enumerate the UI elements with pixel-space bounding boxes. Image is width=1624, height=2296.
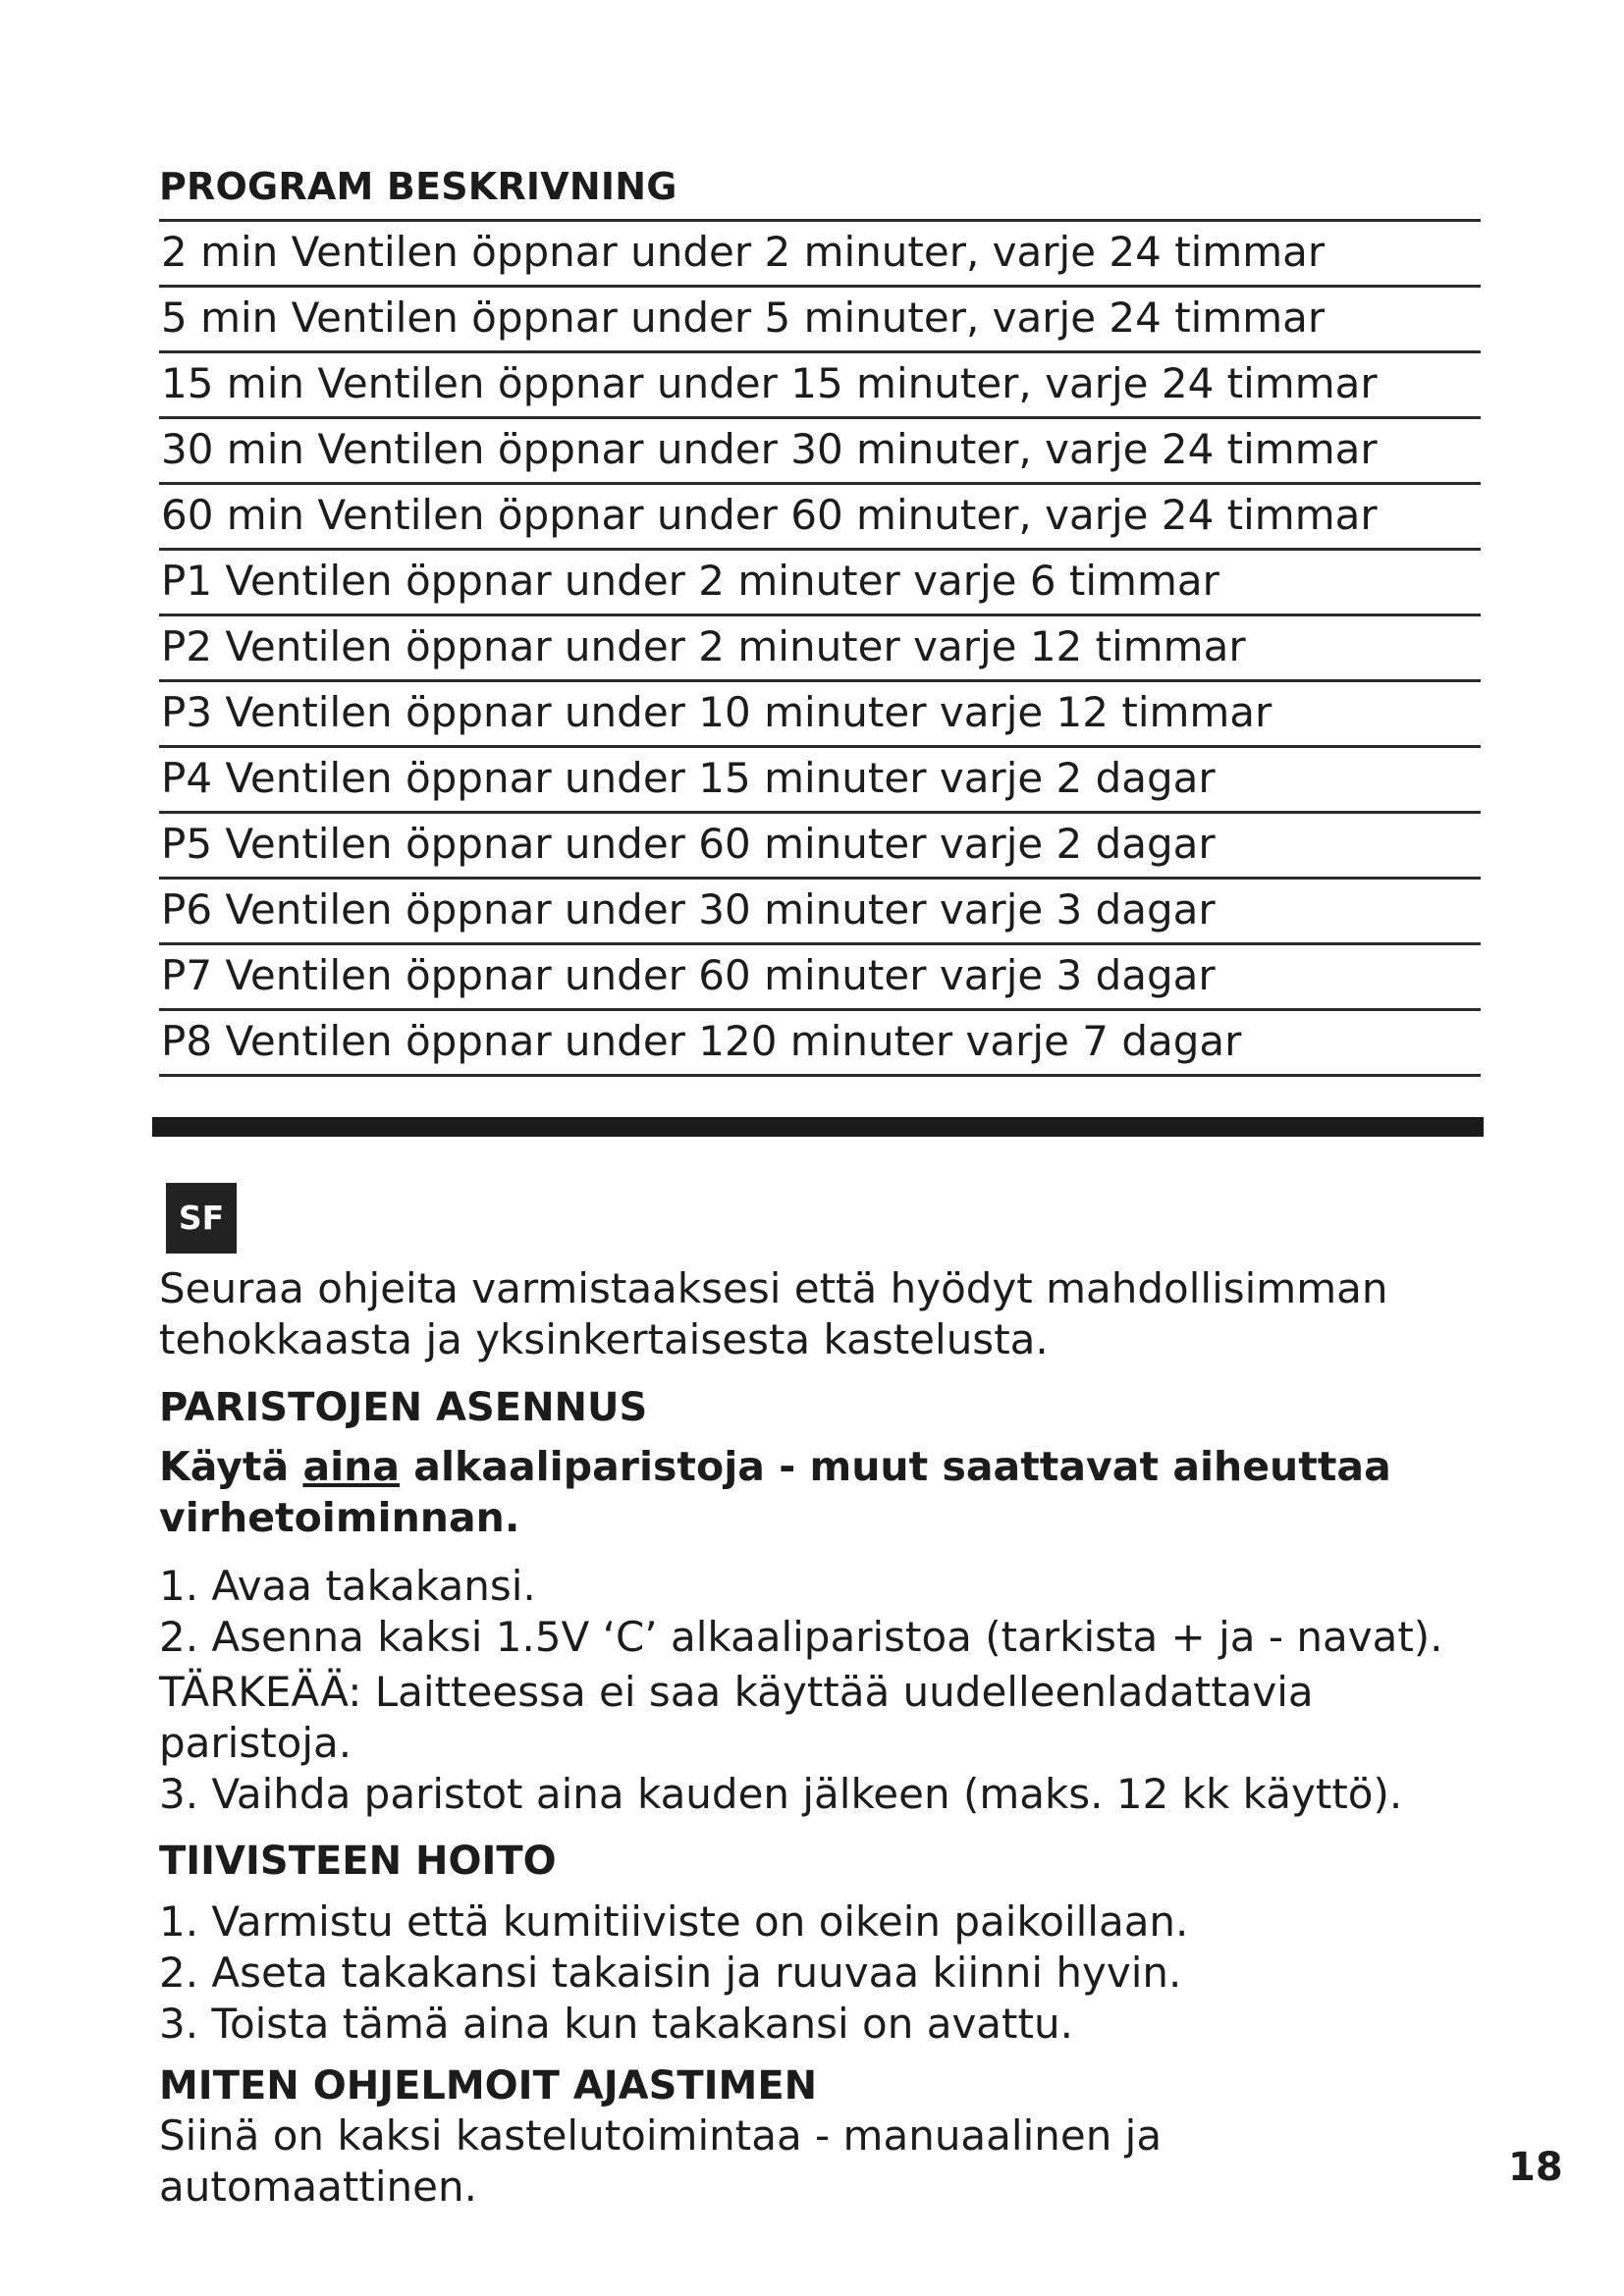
program-row: P8 Ventilen öppnar under 120 minuter varje 7 dagar (159, 1008, 1481, 1077)
page-number: 18 (1508, 2145, 1563, 2190)
important-line: TÄRKEÄÄ: Laitteessa ei saa käyttää uudelleenladattavia (159, 1668, 1314, 1716)
seal-steps (159, 1896, 1475, 2050)
seal-heading: TIIVISTEEN HOITO (159, 1839, 557, 1884)
battery-step: 2. Asenna kaksi 1.5V ‘C’ alkaaliparistoa (tarkista + ja - navat). (159, 1613, 1443, 1661)
battery-important (159, 1667, 1475, 1820)
warning-text: alkaaliparistoja - muut saattavat aiheuttaa (400, 1443, 1391, 1490)
intro-line: tehokkaasta ja yksinkertaisesta kastelusta. (159, 1315, 1049, 1363)
intro-paragraph (159, 1263, 1475, 1365)
program-row: P4 Ventilen öppnar under 15 minuter varje 2 dagar (159, 745, 1481, 811)
program-row: P1 Ventilen öppnar under 2 minuter varje 6 timmar (159, 548, 1481, 614)
battery-warning-line: virhetoiminnan. (159, 1494, 520, 1541)
program-row: P5 Ventilen öppnar under 60 minuter varje 2 dagar (159, 811, 1481, 877)
program-row: 30 min Ventilen öppnar under 30 minuter, varje 24 timmar (159, 416, 1481, 482)
program-row: P2 Ventilen öppnar under 2 minuter varje 12 timmar (159, 614, 1481, 679)
battery-heading: PARISTOJEN ASENNUS (159, 1385, 648, 1430)
program-row: P7 Ventilen öppnar under 60 minuter varje 3 dagar (159, 942, 1481, 1008)
program-row: 15 min Ventilen öppnar under 15 minuter, varje 24 timmar (159, 350, 1481, 416)
programming-text: Siinä on kaksi kastelutoimintaa - manuaalinen ja automaattinen. (159, 2111, 1163, 2211)
warning-text: Käytä (159, 1443, 303, 1490)
seal-step: 3. Toista tämä aina kun takakansi on avattu. (159, 2000, 1073, 2048)
language-badge: SF (166, 1183, 237, 1254)
battery-step: 3. Vaihda paristot aina kauden jälkeen (maks. 12 kk käyttö). (159, 1770, 1403, 1818)
program-row: 5 min Ventilen öppnar under 5 minuter, varje 24 timmar (159, 285, 1481, 350)
seal-step: 1. Varmistu että kumitiiviste on oikein paikoillaan. (159, 1897, 1189, 1946)
program-table (159, 219, 1481, 1077)
battery-step: 1. Avaa takakansi. (159, 1562, 536, 1610)
program-row: P6 Ventilen öppnar under 30 minuter varje 3 dagar (159, 877, 1481, 942)
seal-step: 2. Aseta takakansi takaisin ja ruuvaa kiinni hyvin. (159, 1949, 1182, 1997)
warning-emphasis: aina (302, 1443, 401, 1490)
program-table-heading: PROGRAM BESKRIVNING (159, 165, 677, 208)
battery-warning (159, 1441, 1475, 1543)
intro-line: Seuraa ohjeita varmistaaksesi että hyödyt mahdollisimman (159, 1264, 1388, 1312)
program-row: 60 min Ventilen öppnar under 60 minuter, varje 24 timmar (159, 482, 1481, 548)
programming-heading: MITEN OHJELMOIT AJASTIMEN (159, 2063, 818, 2109)
section-divider (152, 1117, 1484, 1137)
battery-steps (159, 1561, 1475, 1663)
program-row: P3 Ventilen öppnar under 10 minuter varje 12 timmar (159, 679, 1481, 745)
important-line: paristoja. (159, 1719, 352, 1767)
program-row: 2 min Ventilen öppnar under 2 minuter, varje 24 timmar (159, 219, 1481, 285)
battery-warning-line (159, 1441, 1475, 1492)
